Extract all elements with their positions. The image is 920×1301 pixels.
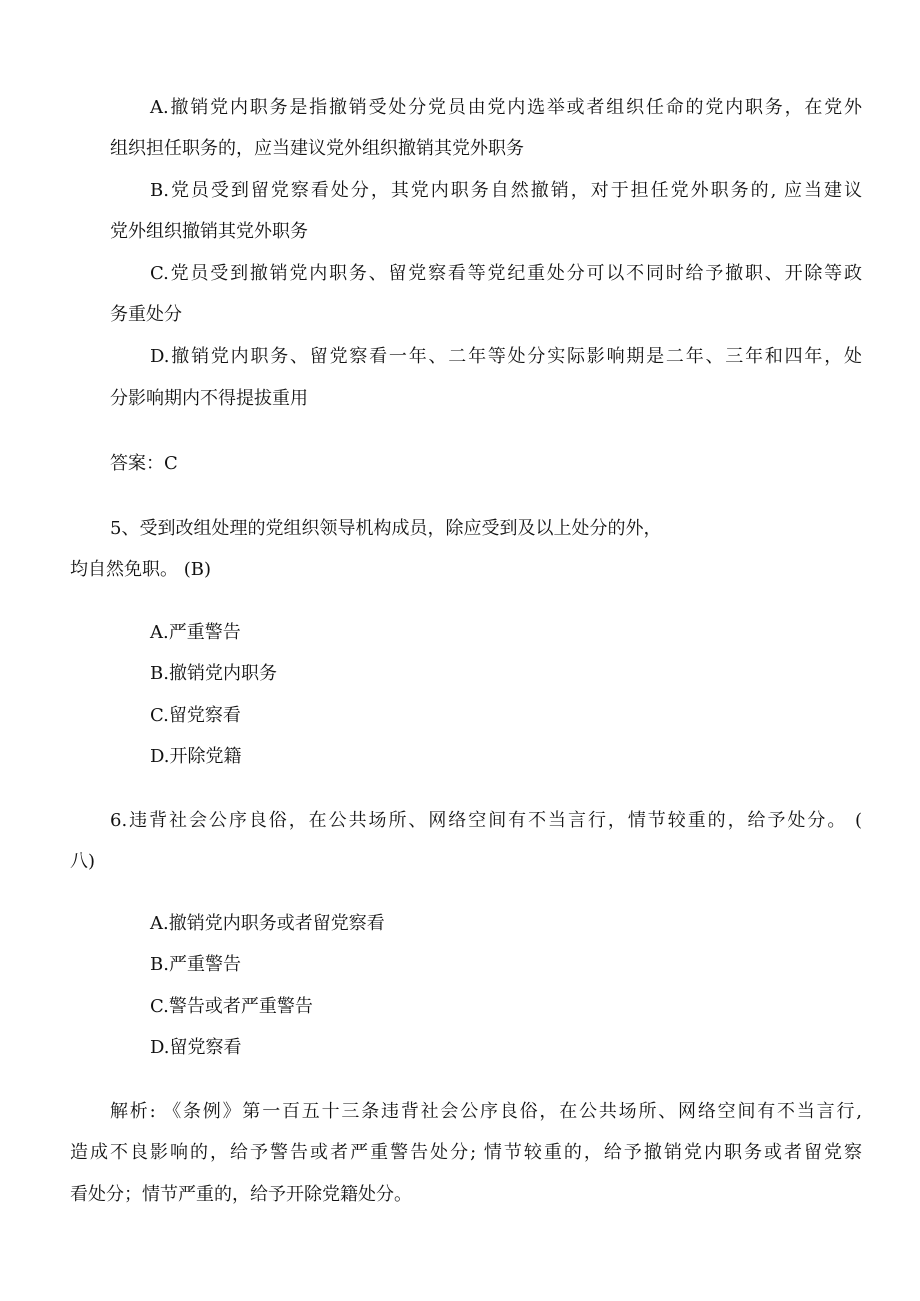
explanation-line3: 看处分；情节严重的，给予开除党籍处分。 <box>70 1184 412 1205</box>
q5-option-c: C.留党察看 <box>150 705 241 726</box>
q5-stem-line2: 均自然免职。 (B) <box>70 559 211 580</box>
q4-option-a-line2: 组织担任职务的，应当建议党外组织撤销其党外职务 <box>110 138 524 159</box>
q5-option-d: D.开除党籍 <box>150 746 242 767</box>
q6-option-d: D.留党察看 <box>150 1037 242 1058</box>
explanation-line1: 解析: 《条例》第一百五十三条违背社会公序良俗，在公共场所、网络空间有不当言行, <box>110 1101 862 1122</box>
q4-option-d-line2: 分影响期内不得提拔重用 <box>110 388 308 409</box>
q6-option-c: C.警告或者严重警告 <box>150 996 313 1017</box>
q4-option-c-line2: 务重处分 <box>110 304 182 325</box>
q4-option-d-line1: D.撤销党内职务、留党察看一年、二年等处分实际影响期是二年、三年和四年，处 <box>150 346 862 367</box>
q6-stem-line2: 八) <box>70 851 96 872</box>
explanation-line2: 造成不良影响的，给予警告或者严重警告处分; 情节较重的，给予撤销党内职务或者留党察 <box>70 1142 862 1163</box>
q6-option-a: A.撤销党内职务或者留党察看 <box>150 913 385 934</box>
q6-option-b: B.严重警告 <box>150 954 241 975</box>
q4-option-a-line1: A.撤销党内职务是指撤销受处分党员由党内选举或者组织任命的党内职务，在党外 <box>150 97 862 118</box>
q5-stem-line1: 5、受到改组处理的党组织领导机构成员，除应受到及以上处分的外， <box>110 518 662 539</box>
q6-stem-line1: 6.违背社会公序良俗，在公共场所、网络空间有不当言行，情节较重的，给予处分。 ( <box>110 810 862 831</box>
q4-option-b-line1: B.党员受到留党察看处分，其党内职务自然撤销，对于担任党外职务的, 应当建议 <box>150 180 862 201</box>
q4-option-c-line1: C.党员受到撤销党内职务、留党察看等党纪重处分可以不同时给予撤职、开除等政 <box>150 263 862 284</box>
q4-option-b-line2: 党外组织撤销其党外职务 <box>110 221 308 242</box>
q5-option-b: B.撤销党内职务 <box>150 663 277 684</box>
q5-option-a: A.严重警告 <box>150 622 241 643</box>
q4-answer: 答案：C <box>110 453 178 474</box>
